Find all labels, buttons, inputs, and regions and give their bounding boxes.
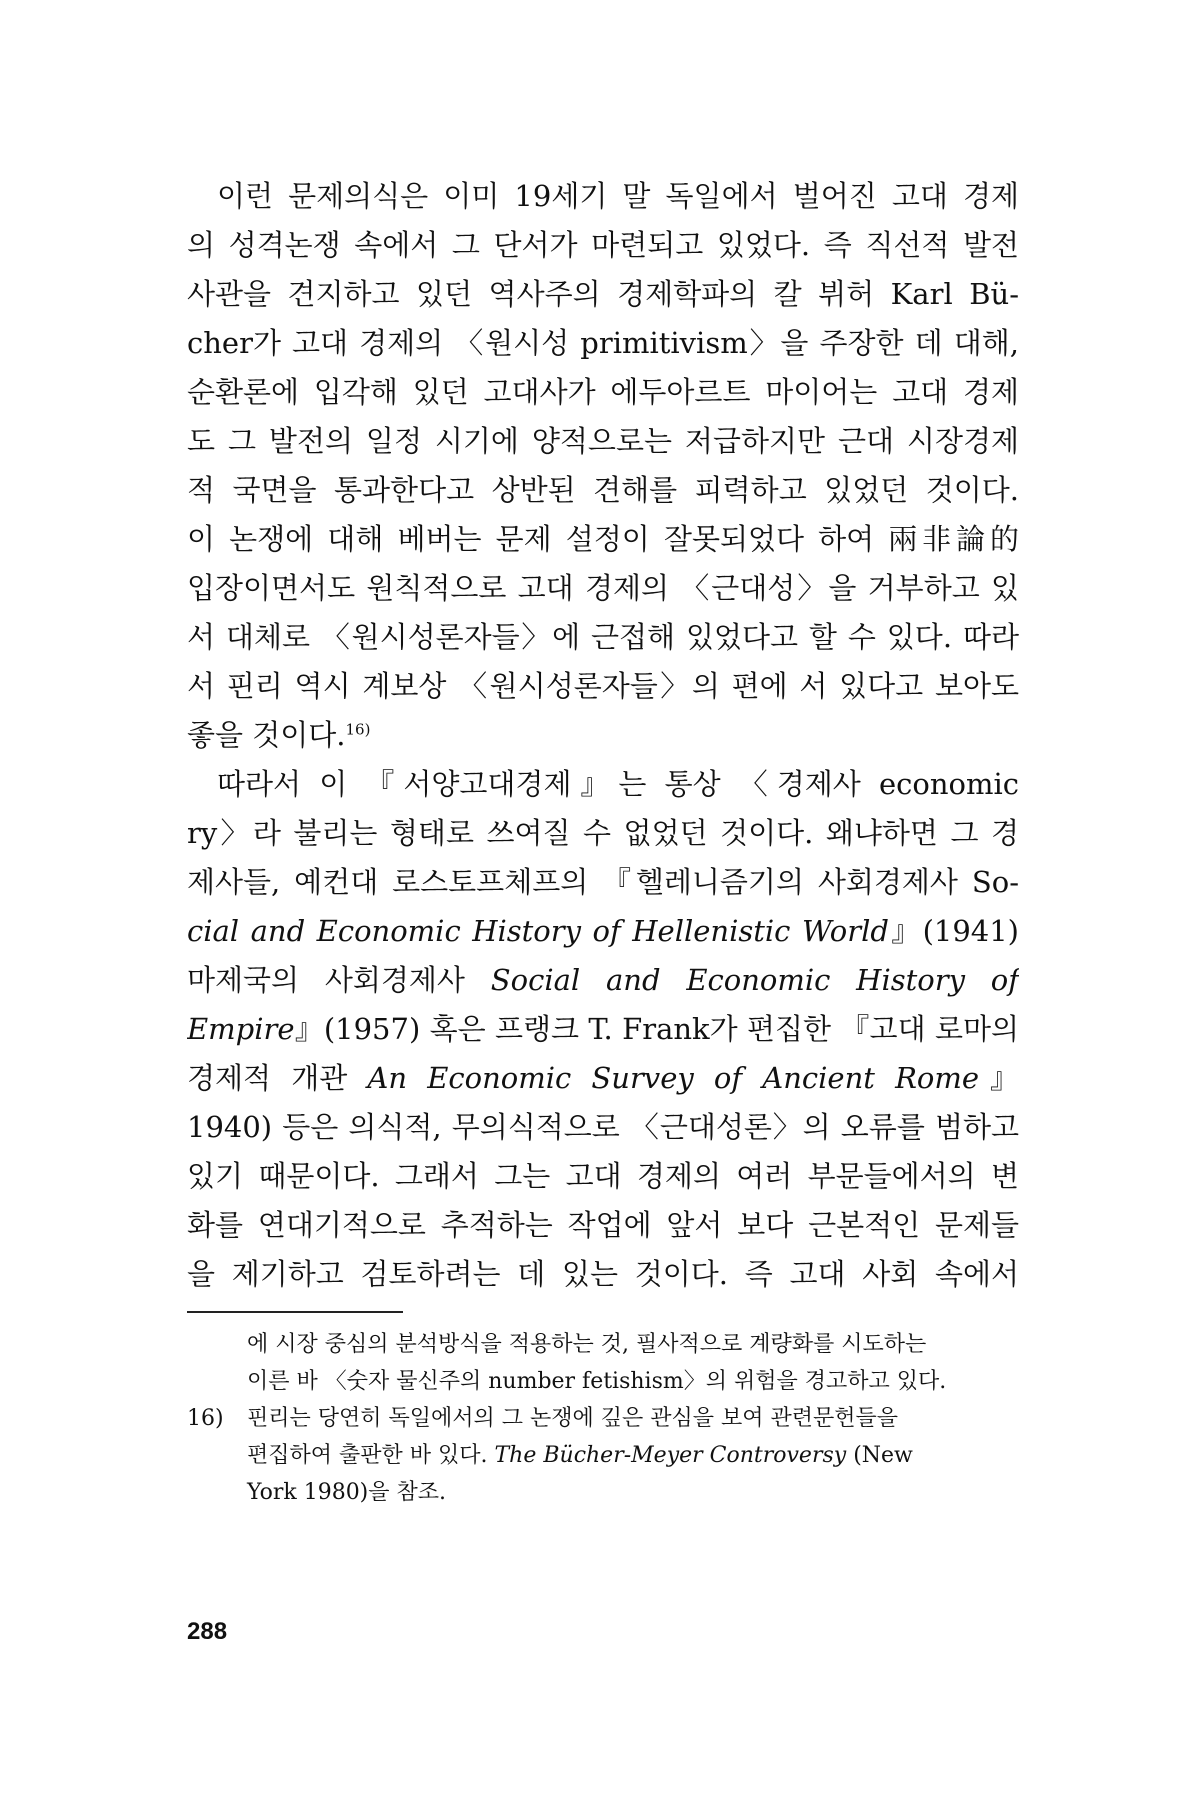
footnote-line: York 1980)을 참조. xyxy=(247,1480,447,1505)
text-line xyxy=(187,907,1019,956)
main-text xyxy=(187,172,1019,1299)
text-line: 화를 연대기적으로 추적하는 작업에 앞서 보다 근본적인 문제들 xyxy=(187,1208,1019,1242)
text-line: cher가 고대 경제의 〈원시성 primitivism〉을 주장한 데 대해, xyxy=(187,326,1019,360)
text-line: 의 성격논쟁 속에서 그 단서가 마련되고 있었다. 즉 직선적 발전 xyxy=(187,228,1019,262)
footnote-ref-16[interactable]: 16) xyxy=(345,720,371,739)
text-line: 제사들, 예컨대 로스토프체프의 『헬레니즘기의 사회경제사 So- xyxy=(187,865,1019,899)
footnote-text: 핀리는 당연히 독일에서의 그 논쟁에 깊은 관심을 보여 관련문헌들을 xyxy=(247,1406,899,1431)
text-line: 이 논쟁에 대해 베버는 문제 설정이 잘못되었다 하여 兩非論的 xyxy=(187,522,1019,556)
text-segment: 』(1941) xyxy=(888,914,1019,948)
text-line: 도 그 발전의 일정 시기에 양적으로는 저급하지만 근대 시장경제 xyxy=(187,424,1019,458)
text-line: 서 핀리 역시 계보상 〈원시성론자들〉의 편에 서 있다고 보아도 xyxy=(187,669,1019,703)
text-line: 을 제기하고 검토하려는 데 있는 것이다. 즉 고대 사회 속에서 xyxy=(187,1257,1019,1291)
book-title-italic: An Economic Survey of Ancient Rome xyxy=(367,1061,980,1095)
footnote-line xyxy=(187,1437,1019,1474)
text-line: 이런 문제의식은 이미 19세기 말 독일에서 벌어진 고대 경제 xyxy=(217,179,1019,213)
text-line: 입장이면서도 원칙적으로 고대 경제의 〈근대성〉을 거부하고 있 xyxy=(187,571,1019,605)
text-line xyxy=(187,1054,1019,1103)
text-line xyxy=(187,1005,1019,1054)
text-segment: 』(1957) 혹은 프랭크 T. Frank가 편집한 『고대 로마의 xyxy=(294,1012,1019,1046)
text-segment: 마제국의 사회경제사 xyxy=(187,963,491,997)
footnote-text: 편집하여 출판한 바 있다. xyxy=(247,1443,495,1468)
footnote-book-title: The Bücher-Meyer Controversy xyxy=(494,1443,847,1468)
text-line: 서 대체로 〈원시성론자들〉에 근접해 있었다고 할 수 있다. 따라 xyxy=(187,620,1019,654)
text-line xyxy=(187,956,1019,1005)
text-line: ry〉라 불리는 형태로 쓰여질 수 없었던 것이다. 왜냐하면 그 경 xyxy=(187,816,1019,850)
text-line xyxy=(187,711,1019,760)
footnote-number: 16) xyxy=(187,1406,224,1431)
text-line-content: 좋을 것이다. xyxy=(187,718,346,752)
footnotes xyxy=(187,1326,1019,1511)
text-line: 적 국면을 통과한다고 상반된 견해를 피력하고 있었던 것이다. xyxy=(187,473,1019,507)
footnote-divider xyxy=(187,1311,403,1313)
text-segment: 경제적 개관 xyxy=(187,1061,368,1095)
footnote-line: 에 시장 중심의 분석방식을 적용하는 것, 필사적으로 계량화를 시도하는 xyxy=(247,1332,927,1357)
text-line: 있기 때문이다. 그래서 그는 고대 경제의 여러 부문들에서의 변 xyxy=(187,1159,1019,1193)
text-line: 따라서 이 『서양고대경제』는 통상 〈경제사 economic xyxy=(217,767,1019,801)
text-line: 사관을 견지하고 있던 역사주의 경제학파의 칼 뷔허 Karl Bü- xyxy=(187,277,1019,311)
footnote-line: 이른 바 〈숫자 물신주의 number fetishism〉의 위험을 경고하고 있다. xyxy=(247,1369,947,1394)
book-title-italic: cial and Economic History of Hellenistic World xyxy=(187,914,889,948)
footnote-text: (New xyxy=(846,1443,913,1468)
page-number: 288 xyxy=(187,1618,228,1645)
text-segment: 』 xyxy=(979,1061,1019,1095)
footnote-16 xyxy=(187,1400,1019,1437)
book-title-italic: Empire xyxy=(187,1012,295,1046)
book-title-italic: Social and Economic History of xyxy=(490,963,1019,997)
text-line: 1940) 등은 의식적, 무의식적으로 〈근대성론〉의 오류를 범하고 xyxy=(187,1110,1019,1144)
text-line: 순환론에 입각해 있던 고대사가 에두아르트 마이어는 고대 경제 xyxy=(187,375,1019,409)
